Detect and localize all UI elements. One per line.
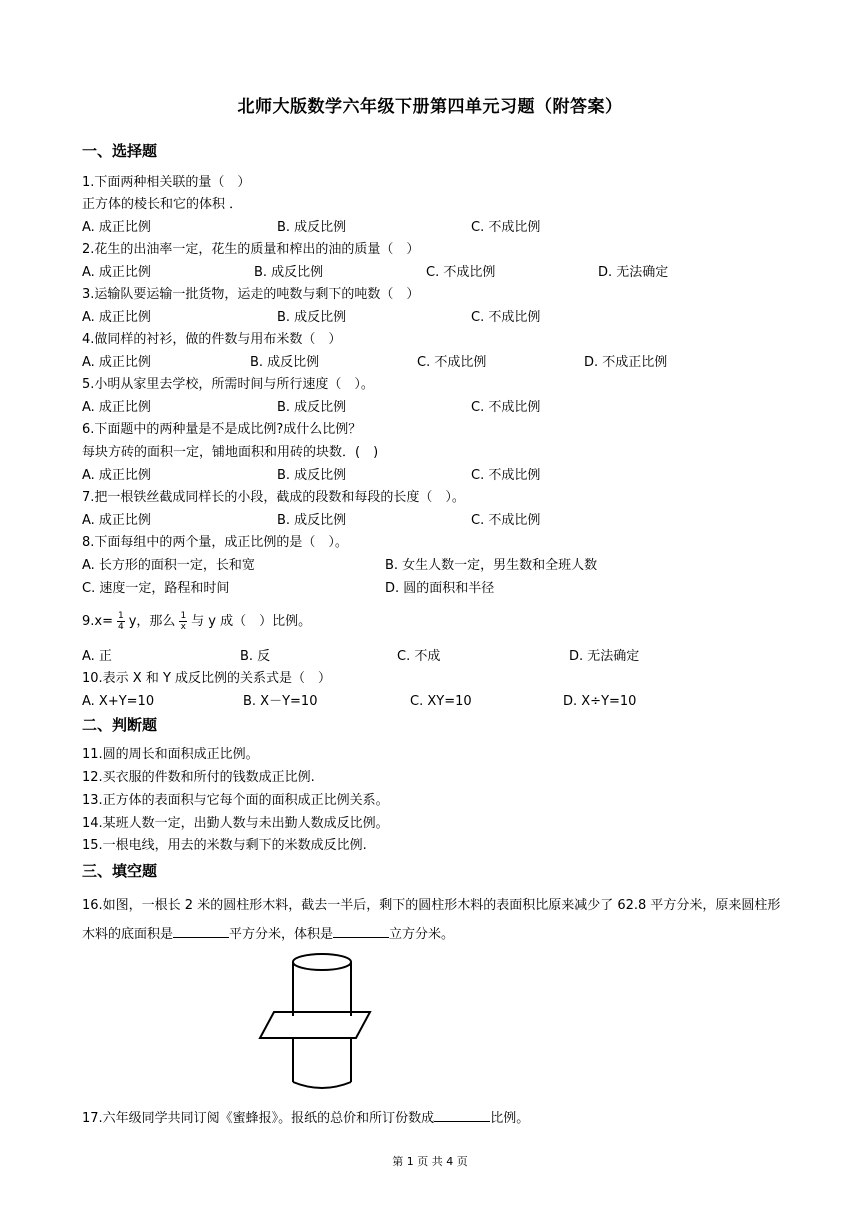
section-heading-fill-in: 三、填空题 [82,862,158,880]
fraction-one-quarter [117,611,125,632]
question-5-option-a: A. 成正比例 [82,400,151,415]
question-10-option-a: A. X+Y=10 [82,694,155,709]
question-3-stem: 3.运输队要运输一批货物，运走的吨数与剩下的吨数（ ） [82,287,420,302]
question-5-option-b: B. 成反比例 [277,400,347,415]
question-2-stem: 2.花生的出油率一定，花生的质量和榨出的油的质量（ ） [82,242,420,257]
question-7-stem: 7.把一根铁丝截成同样长的小段，截成的段数和每段的长度（ ）。 [82,490,465,505]
question-2-option-a: A. 成正比例 [82,265,151,280]
question-6-sub: 每块方砖的面积一定，铺地面积和用砖的块数．( ) [82,445,379,460]
cylinder-top-ellipse [293,954,351,970]
question-11: 11.圆的周长和面积成正比例。 [82,747,259,762]
question-4-stem: 4.做同样的衬衫，做的件数与用布米数（ ） [82,332,342,347]
question-17 [82,1109,529,1128]
question-13: 13.正方体的表面积与它每个面的面积成正比例关系。 [82,793,389,808]
question-14: 14.某班人数一定，出勤人数与未出勤人数成反比例。 [82,816,389,831]
question-6-option-b: B. 成反比例 [277,468,347,483]
page-footer: 第 1 页 共 4 页 [392,1155,468,1168]
question-8-option-d: D. 圆的面积和半径 [385,581,495,596]
question-9-option-b: B. 反 [240,649,271,664]
question-16-text-b: 平方分米，体积是 [229,927,334,942]
answer-blank[interactable] [333,925,389,938]
question-9-middle: y，那么 [128,614,176,629]
question-8-option-b: B. 女生人数一定，男生数和全班人数 [385,558,598,573]
question-9-suffix: 与 y 成（ ）比例。 [191,614,312,629]
question-7-option-c: C. 不成比例 [471,513,541,528]
answer-blank[interactable] [434,1109,490,1122]
section-heading-choice: 一、选择题 [82,142,158,160]
cylinder-bottom-arc [293,1082,351,1088]
question-2-option-d: D. 无法确定 [598,265,669,280]
fraction-one-over-x [179,611,187,632]
question-17-text-a: 17.六年级同学共同订阅《蜜蜂报》。报纸的总价和所订份数成 [82,1111,435,1126]
question-4-option-d: D. 不成正比例 [584,355,668,370]
fraction-denominator: 4 [118,622,124,632]
question-10-option-d: D. X÷Y=10 [563,694,637,709]
question-6-stem: 6.下面题中的两种量是不是成比例?成什么比例？ [82,422,362,437]
question-2-option-b: B. 成反比例 [254,265,324,280]
question-2-option-c: C. 不成比例 [426,265,496,280]
question-8-option-a: A. 长方形的面积一定，长和宽 [82,558,255,573]
question-17-text-b: 比例。 [490,1111,530,1126]
question-4-option-c: C. 不成比例 [417,355,487,370]
fraction-denominator: x [180,622,186,632]
answer-blank[interactable] [173,925,229,938]
question-1-sub: 正方体的棱长和它的体积 ． [82,197,243,212]
fraction-numerator: 1 [118,611,124,621]
question-4-option-b: B. 成反比例 [250,355,320,370]
question-8-option-c: C. 速度一定，路程和时间 [82,581,230,596]
question-12: 12.买衣服的件数和所付的钱数成正比例. [82,770,315,785]
question-1-option-b: B. 成反比例 [277,220,347,235]
question-9-option-d: D. 无法确定 [569,649,640,664]
question-7-option-a: A. 成正比例 [82,513,151,528]
question-10-option-b: B. X－Y=10 [243,694,318,709]
question-15: 15.一根电线，用去的米数与剩下的米数成反比例. [82,838,367,853]
question-3-option-c: C. 不成比例 [471,310,541,325]
question-1-option-a: A. 成正比例 [82,220,151,235]
question-16-text-a: 16.如图，一根长 2 米的圆柱形木料，截去一半后，剩下的圆柱形木料的表面积比原来减少了 62.8 平方分米，原来圆柱形木料的底面积是 [82,898,781,942]
question-9-option-c: C. 不成 [397,649,441,664]
section-heading-judgement: 二、判断题 [82,716,158,734]
question-9-stem [82,608,311,636]
question-3-option-b: B. 成反比例 [277,310,347,325]
page-title: 北师大版数学六年级下册第四单元习题（附答案） [237,97,623,117]
question-6-option-c: C. 不成比例 [471,468,541,483]
question-10-stem: 10.表示 X 和 Y 成反比例的关系式是（ ） [82,671,332,686]
question-5-option-c: C. 不成比例 [471,400,541,415]
question-16 [82,891,782,949]
question-10-option-c: C. XY=10 [410,694,472,709]
cylinder-cut-figure [252,950,382,1095]
cutting-plane [260,1012,370,1038]
fraction-numerator: 1 [180,611,187,621]
question-1-stem: 1.下面两种相关联的量（ ） [82,175,251,190]
question-4-option-a: A. 成正比例 [82,355,151,370]
question-9-option-a: A. 正 [82,649,112,664]
question-16-text-c: 立方分米。 [389,927,455,942]
question-7-option-b: B. 成反比例 [277,513,347,528]
question-1-option-c: C. 不成比例 [471,220,541,235]
question-9-prefix: 9.x= [82,614,113,629]
question-5-stem: 5.小明从家里去学校，所需时间与所行速度（ ）。 [82,377,374,392]
question-3-option-a: A. 成正比例 [82,310,151,325]
question-6-option-a: A. 成正比例 [82,468,151,483]
question-8-stem: 8.下面每组中的两个量，成正比例的是（ ）。 [82,535,348,550]
